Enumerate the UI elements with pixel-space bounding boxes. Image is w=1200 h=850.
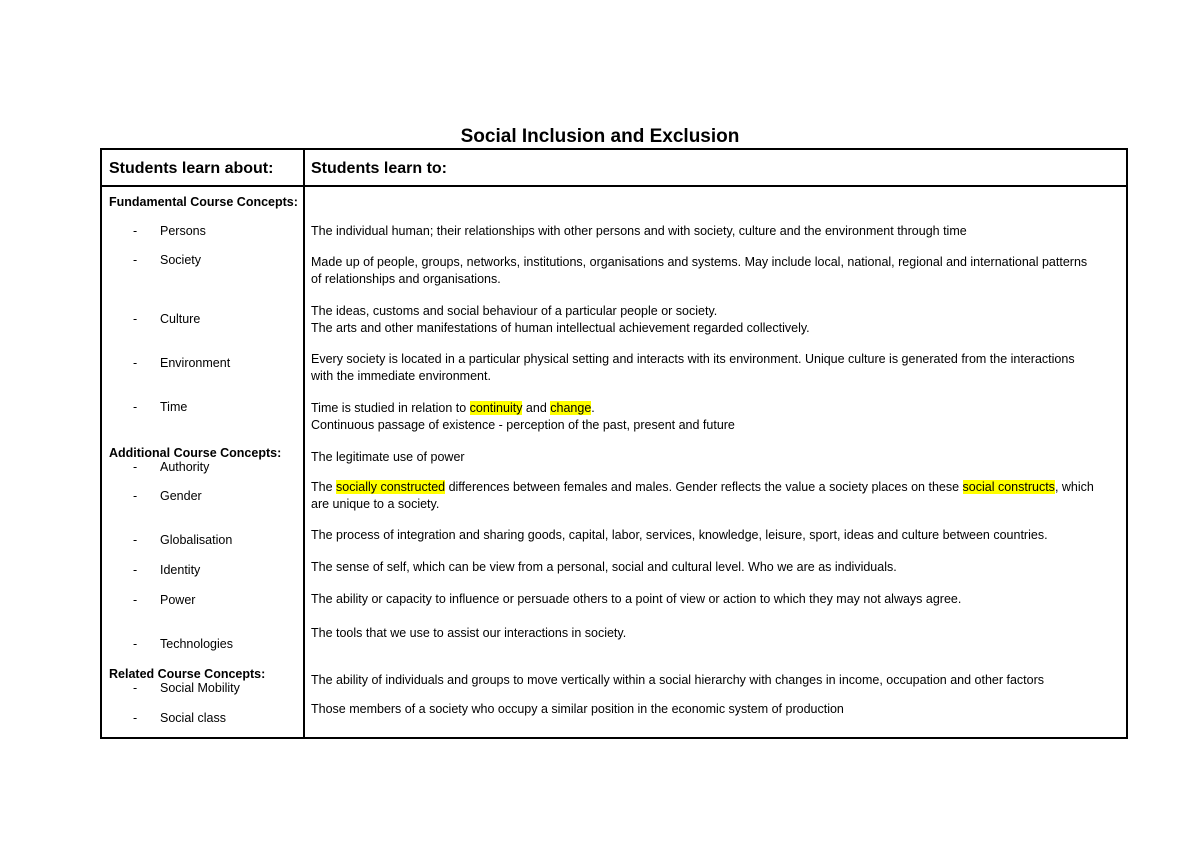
desc-line: Made up of people, groups, networks, institutions, organisations and systems. May include local, national, regional and international patterns: [311, 255, 1088, 269]
desc-line: Continuous passage of existence - perception of the past, present and future: [311, 418, 735, 432]
bullet-dash: -: [133, 681, 138, 695]
desc-line: The tools that we use to assist our interactions in society.: [311, 626, 627, 640]
bullet-dash: -: [133, 489, 138, 503]
document-title: Social Inclusion and Exclusion: [460, 126, 740, 147]
bullet-dash: -: [133, 253, 138, 267]
concept-label: Society: [160, 253, 201, 267]
concept-label: Identity: [160, 563, 201, 577]
concept-culture: [133, 312, 200, 327]
desc-text: The: [311, 480, 337, 494]
desc-line: The arts and other manifestations of human intellectual achievement regarded collectively.: [311, 321, 810, 335]
concept-label: Social class: [160, 711, 226, 725]
desc-line: The sense of self, which can be view from a personal, social and cultural level. Who we are as individuals.: [311, 560, 897, 574]
concept-gender: [133, 489, 202, 504]
concept-environment: [133, 356, 230, 371]
desc-environment: [311, 351, 1116, 385]
desc-text: .: [591, 401, 595, 415]
section-fundamental-concepts: Fundamental Course Concepts:: [109, 195, 298, 209]
desc-line: are unique to a society.: [311, 497, 440, 511]
desc-time: [311, 400, 1116, 434]
concept-label: Authority: [160, 460, 210, 474]
concept-label: Persons: [160, 224, 206, 238]
desc-culture: [311, 303, 1116, 337]
header-learn-to: Students learn to:: [311, 160, 448, 177]
desc-line: The legitimate use of power: [311, 450, 465, 464]
desc-line: The process of integration and sharing goods, capital, labor, services, knowledge, leisure, sport, ideas and culture between countries.: [311, 528, 1048, 542]
bullet-dash: -: [133, 533, 138, 547]
desc-line: The ideas, customs and social behaviour of a particular people or society.: [311, 304, 718, 318]
concept-social-mobility: [133, 681, 240, 696]
desc-social-mobility: [311, 672, 1116, 689]
bullet-dash: -: [133, 460, 138, 474]
concept-label: Gender: [160, 489, 202, 503]
desc-text: and: [522, 401, 551, 415]
bullet-dash: -: [133, 356, 138, 370]
highlight-change: change: [550, 401, 592, 415]
concept-society: [133, 253, 201, 268]
desc-social-class: [311, 701, 1116, 718]
desc-text: Time is studied in relation to: [311, 401, 470, 415]
concept-label: Technologies: [160, 637, 233, 651]
desc-power: [311, 591, 1116, 608]
desc-persons: [311, 223, 1116, 240]
concept-technologies: [133, 637, 233, 652]
desc-line: [311, 400, 1116, 417]
bullet-dash: -: [133, 593, 138, 607]
desc-line: with the immediate environment.: [311, 369, 491, 383]
desc-globalisation: [311, 527, 1116, 544]
desc-line: Every society is located in a particular physical setting and interacts with its environment. Unique culture is generated from the interactions: [311, 352, 1075, 366]
desc-text: differences between females and males. Gender reflects the value a society places on these: [445, 480, 963, 494]
desc-line: of relationships and organisations.: [311, 272, 501, 286]
desc-society: [311, 254, 1116, 288]
desc-line: The individual human; their relationships with other persons and with society, culture and the environment through time: [311, 224, 967, 238]
section-additional-concepts: Additional Course Concepts:: [109, 446, 282, 460]
concept-label: Globalisation: [160, 533, 233, 547]
desc-technologies: [311, 625, 1116, 642]
concepts-table: [100, 148, 1128, 739]
highlight-socially-constructed: socially constructed: [336, 480, 446, 494]
bullet-dash: -: [133, 637, 138, 651]
bullet-dash: -: [133, 711, 138, 725]
highlight-continuity: continuity: [469, 401, 523, 415]
concept-label: Power: [160, 593, 196, 607]
highlight-social-constructs: social constructs: [962, 480, 1055, 494]
desc-text: , which: [1054, 480, 1094, 494]
bullet-dash: -: [133, 563, 138, 577]
desc-gender: [311, 479, 1116, 513]
concept-label: Time: [160, 400, 188, 414]
desc-line: [311, 479, 1116, 496]
header-learn-about: Students learn about:: [109, 160, 274, 177]
concept-authority: [133, 460, 209, 475]
bullet-dash: -: [133, 400, 138, 414]
concept-persons: [133, 224, 206, 239]
column-divider: [303, 150, 305, 737]
concept-identity: [133, 563, 200, 578]
section-related-concepts: Related Course Concepts:: [109, 667, 266, 681]
desc-line: Those members of a society who occupy a similar position in the economic system of production: [311, 702, 844, 716]
bullet-dash: -: [133, 312, 138, 326]
bullet-dash: -: [133, 224, 138, 238]
desc-line: The ability or capacity to influence or persuade others to a point of view or action to which they may not always agree.: [311, 592, 962, 606]
concept-power: [133, 593, 195, 608]
concept-globalisation: [133, 533, 232, 548]
desc-line: The ability of individuals and groups to move vertically within a social hierarchy with changes in income, occupation and other factors: [311, 673, 1045, 687]
concept-social-class: [133, 711, 226, 726]
desc-identity: [311, 559, 1116, 576]
concept-label: Social Mobility: [160, 681, 240, 695]
desc-authority: [311, 449, 1116, 466]
concept-label: Environment: [160, 356, 231, 370]
header-divider: [102, 185, 1126, 187]
concept-label: Culture: [160, 312, 201, 326]
concept-time: [133, 400, 187, 415]
